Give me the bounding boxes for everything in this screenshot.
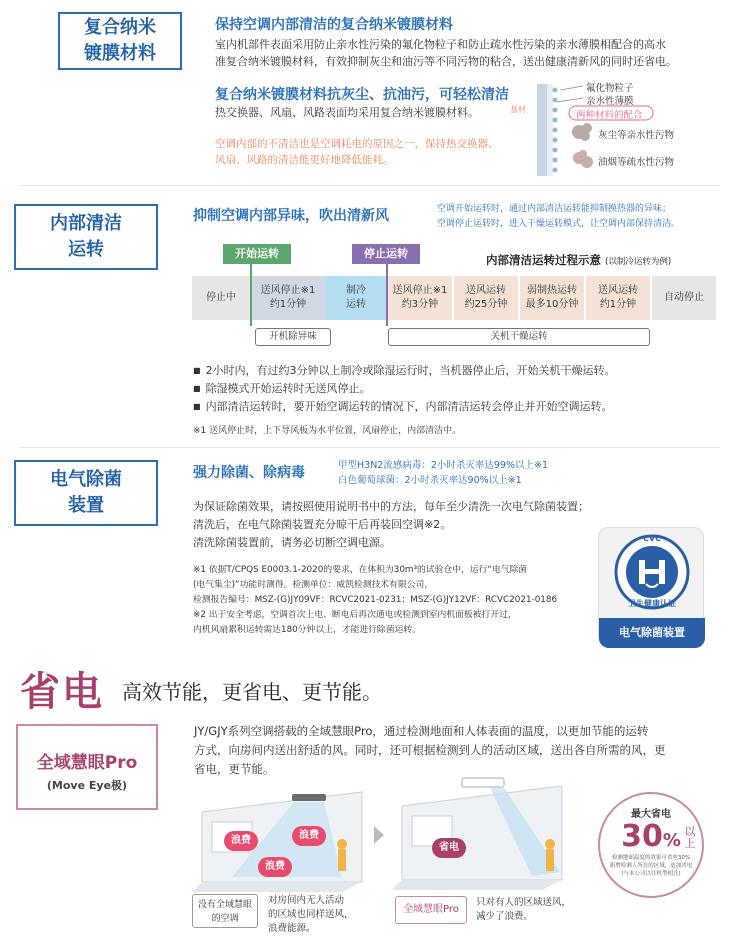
step-fan-stop-1 <box>250 276 326 320</box>
start-line <box>250 264 252 326</box>
savings-fine-line: (与本公司以往机型相比) <box>621 871 681 877</box>
bracket-dry: 关机干燥运转 <box>388 328 650 346</box>
room-illustration-with <box>392 776 572 892</box>
caption-tag-line: 没有全域慧眼 <box>197 900 252 910</box>
start-tag: 开始运转 <box>223 244 291 264</box>
waste-badge: 浪费 <box>258 857 292 877</box>
divider-1 <box>20 185 720 186</box>
arrow-icon <box>374 826 384 844</box>
sterilize-footnotes <box>193 563 603 638</box>
clean-note-line2: 空调停止运转时，进入干燥运转模式，让空调内部保持清洁。 <box>437 219 681 229</box>
savings-number-row <box>600 820 702 854</box>
step-sub: 约1分钟 <box>269 299 307 310</box>
savings-fine <box>600 854 702 878</box>
step-label: 自动停止 <box>664 292 704 303</box>
savings-fine-line: 新增检测人所在的区域，更加省电 <box>609 863 693 869</box>
clean-note-line1: 空调开始运转时，通过内部清洁运转能抑制换热器的异味； <box>437 204 672 214</box>
oil-label: 油烟等疏水性污物 <box>598 157 675 168</box>
footnote-line: 内机风扇累积运转需达180分钟以上，才能进行除菌运转。 <box>193 625 421 635</box>
waste-badge: 浪费 <box>292 826 326 846</box>
nano-subtitle: 复合纳米镀膜材料抗灰尘、抗油污，可轻松清洁 <box>215 87 509 103</box>
step-idle <box>192 276 250 320</box>
nano-description-line2: 准复合纳米镀膜材料，有效抑制灰尘和油污等不同污物的粘合，送出健康清新风的同时还省电。 <box>215 55 677 68</box>
section-label-line2: 装置 <box>68 495 104 516</box>
clean-bullets <box>193 362 713 416</box>
base-material-bar <box>537 84 547 176</box>
fluoride-particles <box>553 88 558 173</box>
section-label-line2: 运转 <box>68 239 104 260</box>
step-sub: 运转 <box>346 299 366 310</box>
sterilize-note <box>338 458 548 488</box>
step-sub: 约3分钟 <box>401 299 439 310</box>
sterilize-note-line2: 白色葡萄球菌：2小时杀灭率达90%以上※1 <box>338 475 522 486</box>
oil-blob <box>573 150 593 168</box>
footnote-line: ※2 出于安全考虑，空调首次上电、断电后再次通电或检测到室内机面板被打开过， <box>193 610 517 620</box>
badge-cvc: CVC <box>643 534 661 543</box>
nano-title: 保持空调内部清洁的复合纳米镀膜材料 <box>215 17 453 33</box>
move-eye-text-line: 省电，更节能。 <box>194 762 275 776</box>
save-power-headline: 高效节能，更省电、更节能。 <box>122 680 382 704</box>
caption-tag-without <box>192 894 258 928</box>
savings-circle <box>598 792 704 898</box>
step-label: 送风运转 <box>598 285 638 296</box>
section-label-sterilizer <box>14 460 158 526</box>
step-label: 送风停止※1 <box>260 285 316 296</box>
section-label-line1: 内部清洁 <box>50 213 122 234</box>
energy-note <box>215 136 499 168</box>
step-label: 制冷 <box>346 285 366 296</box>
savings-number: 30 <box>621 819 663 854</box>
process-title-main: 内部清洁运转过程示意 <box>486 253 601 267</box>
caption-line: 对房间内无人活动 <box>268 895 345 906</box>
section-label-line2: 镀膜材料 <box>84 43 156 64</box>
dust-blob <box>572 123 592 141</box>
move-eye-label: 全域慧眼Pro <box>36 753 138 773</box>
sterilize-text <box>193 498 613 552</box>
savings-fine-line: 检测地面温度的效果可省电30% <box>611 855 691 861</box>
savings-percent: % <box>662 830 681 851</box>
step-sub: 最多10分钟 <box>525 299 579 310</box>
step-sub: 约1分钟 <box>599 299 637 310</box>
sterilize-text-line3: 清洗除菌装置前，请务必切断空调电源。 <box>193 536 391 549</box>
section-label-internal-clean <box>14 204 158 270</box>
step-label: 送风运转 <box>465 285 506 296</box>
save-power-big: 省电 <box>20 669 104 715</box>
caption-text-with <box>476 896 571 924</box>
badge-ring-text: 卫生健康认证 <box>628 599 676 608</box>
fluoride-label: 氟化物粒子 <box>586 83 634 94</box>
dust-label: 灰尘等亲水性污物 <box>598 130 675 141</box>
nano-subtext: 热交换器、风扇、风路表面均采用复合纳米镀膜材料。 <box>215 106 479 119</box>
step-label: 弱制热运转 <box>526 285 577 296</box>
hydrophilic-film <box>547 84 553 176</box>
combine-label: 两种材料的配合 <box>576 110 643 121</box>
process-title-sub: (以制冷运转为例) <box>605 257 672 267</box>
caption-text-without <box>268 894 354 936</box>
step-sub: 约25分钟 <box>464 299 508 310</box>
step-fan-1 <box>586 276 650 320</box>
move-eye-text <box>194 722 714 779</box>
savings-top: 最大省电 <box>631 809 671 820</box>
badge-bottom: 电气除菌装置 <box>599 618 705 648</box>
footnote-line: (电气集尘)”功能时测得。检测单位：威凯检测技术有限公司， <box>193 580 434 590</box>
section-label-line1: 复合纳米 <box>84 17 156 38</box>
step-label: 停止中 <box>206 292 236 303</box>
energy-note-line1: 空调内部的不清洁也是空调耗电的原因之一，保持热交换器、 <box>215 138 499 150</box>
bullet-item: ■ 内部清洁运转时，要开始空调运转的情况下，内部清洁运转会停止并开始空调运转。 <box>193 398 713 416</box>
bullet-item: ■ 2小时内，有过约3分钟以上制冷或除湿运行时，当机器停止后，开始关机干燥运转。 <box>193 362 713 380</box>
sterilize-text-line2: 清洗后，在电气除菌装置充分晾干后再装回空调※2。 <box>193 518 452 531</box>
clean-title: 抑制空调内部异味，吹出清新风 <box>193 208 389 224</box>
waste-badge: 浪费 <box>224 831 258 851</box>
savings-suffix: 以上 <box>684 825 696 850</box>
caption-line: 浪费能源。 <box>268 923 316 934</box>
process-title <box>486 252 671 268</box>
footnote-line: ※1 依据T/CPQS E0003.1-2020的要求，在体积为30m³的试验仓中，运行“电气除菌 <box>193 565 528 575</box>
caption-line: 只对有人的区域送风， <box>476 897 572 908</box>
step-fan-stop-2 <box>388 276 452 320</box>
caption-tag-line: 的空调 <box>211 914 239 924</box>
stop-tag: 停止运转 <box>352 244 420 264</box>
hydrophilic-label: 亲水性薄膜 <box>586 96 634 107</box>
save-badge: 省电 <box>432 838 466 858</box>
section-label-nano-coating <box>58 12 182 70</box>
section-label-move-eye <box>16 724 158 810</box>
sterilize-note-line1: 甲型H3N2流感病毒：2小时杀灭率达99%以上※1 <box>338 460 549 471</box>
sterilizer-badge <box>598 527 704 647</box>
clean-footnote: ※1 送风停止时，上下导风板为水平位置，风扇停止，内部清洁中。 <box>193 426 462 436</box>
step-auto-stop <box>652 276 716 320</box>
divider-2 <box>20 447 720 448</box>
step-label: 送风停止※1 <box>392 285 448 296</box>
step-cooling <box>326 276 386 320</box>
step-weak-heat <box>520 276 584 320</box>
base-label: 基材 <box>510 105 526 114</box>
move-eye-sub: (Move Eye极) <box>46 779 128 792</box>
caption-line: 减少了浪费。 <box>476 911 534 922</box>
nano-description <box>215 36 705 70</box>
section-label-line1: 电气除菌 <box>50 469 122 490</box>
energy-note-line2: 风扇、风路的清洁能更好地降低能耗。 <box>215 154 394 166</box>
bracket-odor: 开机除异味 <box>255 328 331 346</box>
nano-description-line1: 室内机部件表面采用防止亲水性污染的氟化物粒子和防止疏水性污染的亲水薄膜相配合的高水 <box>215 38 666 51</box>
clean-note <box>437 202 680 232</box>
stop-line <box>386 264 388 326</box>
caption-tag-with: 全域慧眼Pro <box>395 896 467 924</box>
footnote-line: 检测报告编号：MSZ-(G)JY09VF：RCVC2021-0231；MSZ-(G)JY12VF：RCVC2021-0186 <box>193 595 558 605</box>
step-fan-25 <box>454 276 518 320</box>
move-eye-text-line: JY/GJY系列空调搭载的全域慧眼Pro，通过检测地面和人体表面的温度，以更加节能的运转 <box>194 724 649 738</box>
move-eye-text-line: 方式，向房间内送出舒适的风。同时，还可根据检测到人的活动区域，送出各自所需的风，更 <box>194 743 666 757</box>
sterilize-title: 强力除菌、除病毒 <box>193 465 305 481</box>
caption-line: 的区域也同样送风， <box>268 909 354 920</box>
sterilize-text-line1: 为保证除菌效果，请按照使用说明书中的方法，每年至少清洗一次电气除菌装置； <box>193 500 589 513</box>
bullet-item: ■ 除湿模式开始运转时无送风停止。 <box>193 380 713 398</box>
